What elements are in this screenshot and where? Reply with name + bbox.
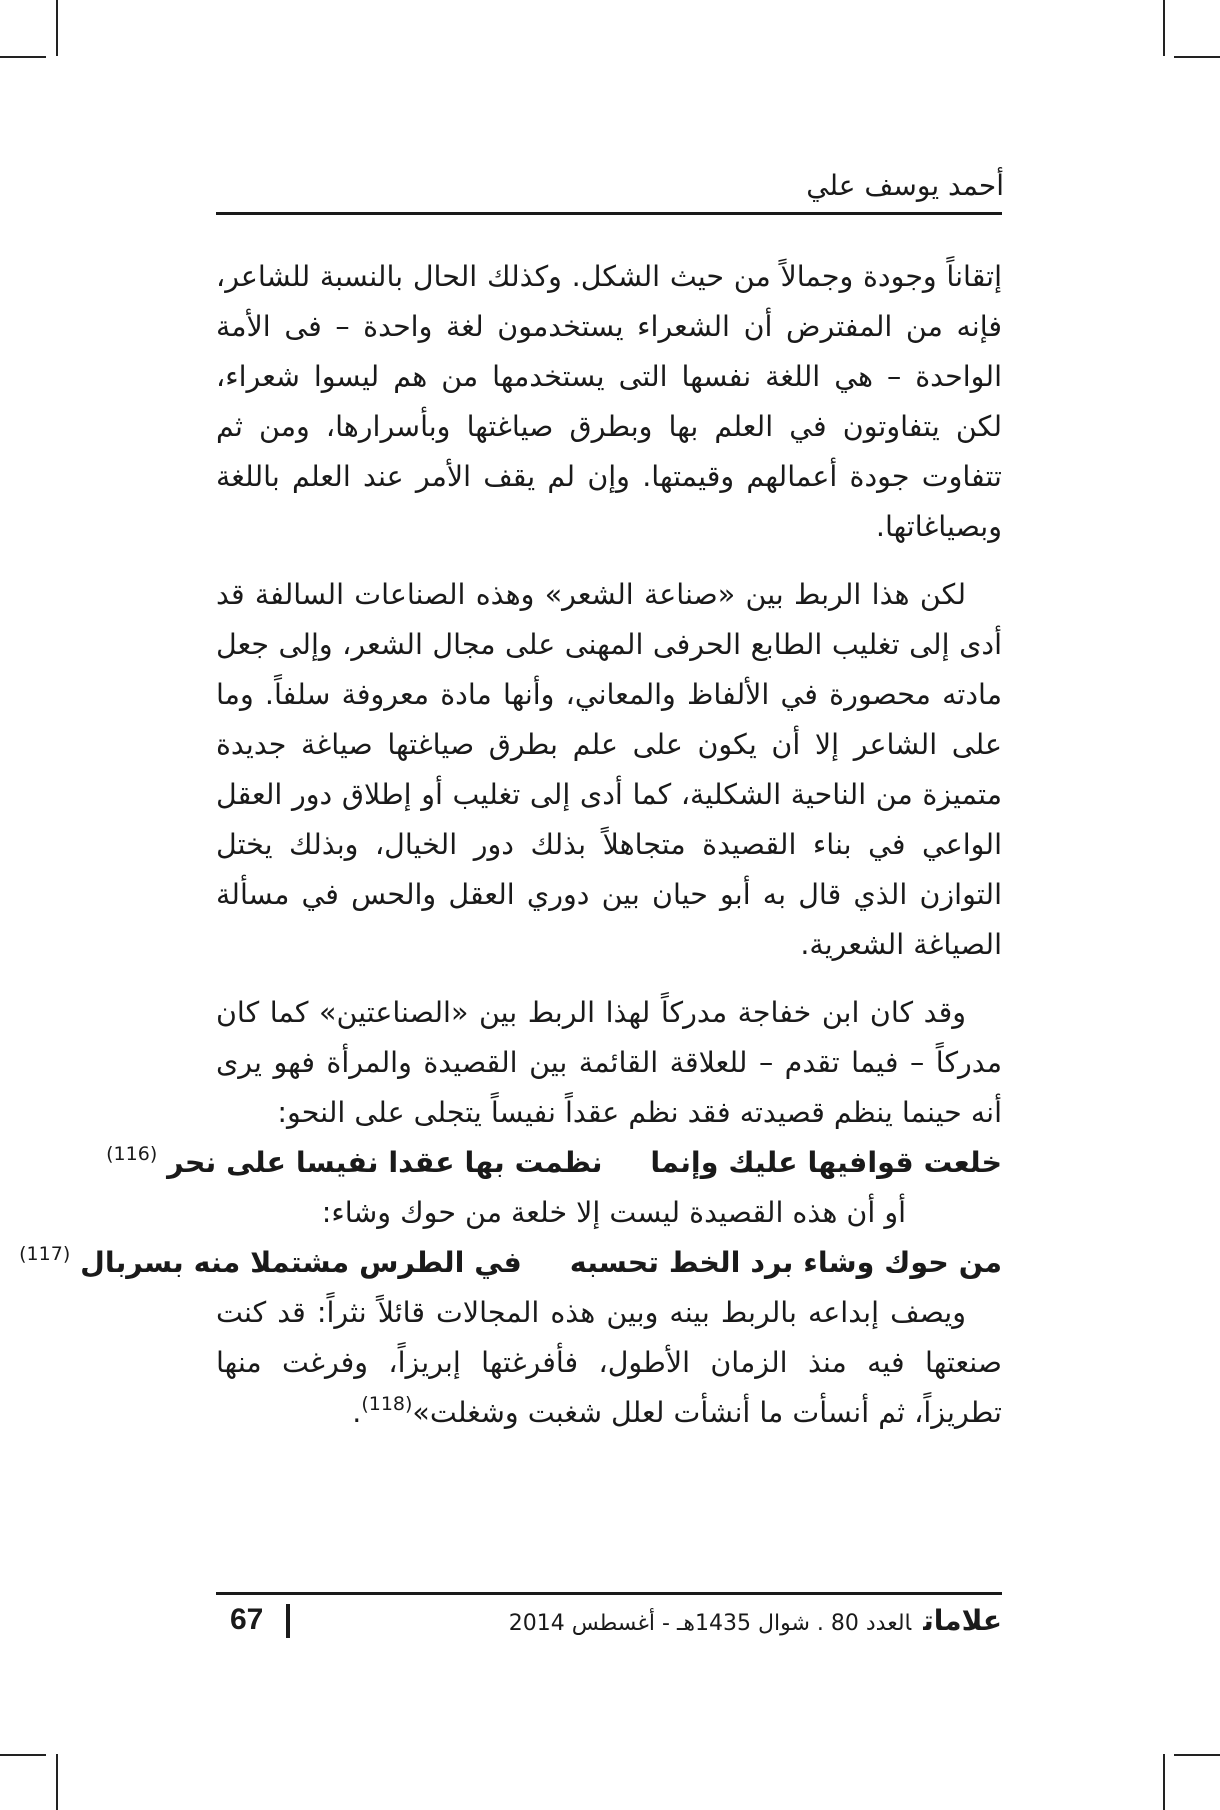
crop-mark	[0, 56, 46, 58]
page-number: 67	[230, 1603, 264, 1636]
issue-info: العدد 80 . شوال 1435هـ - أغسطس 2014	[508, 1611, 912, 1636]
paragraph	[216, 1288, 1002, 1438]
crop-mark	[0, 1754, 46, 1756]
footnote-ref: (118)	[361, 1393, 413, 1415]
header-rule	[216, 212, 1002, 215]
verse-hemistich: نظمت بها عقدا نفيسا على نحر	[167, 1146, 603, 1179]
paragraph: لكن هذا الربط بين «صناعة الشعر» وهذه الصناعات السالفة قد أدى إلى تغليب الطابع الحرفى المهنى على مجال الشعر، وإلى جعل مادته محصورة في الألفاظ والمعاني، وأنها مادة معروفة سلفاً. وما على الشاعر إلا أن يكون على علم بطرق صياغتها صياغة جديدة متميزة من الناحية الشكلية، كما أدى إلى تغليب أو إطلاق دور العقل الواعي في بناء القصيدة متجاهلاً بذلك دور الخيال، وبذلك يختل التوازن الذي قال به أبو حيان بين دوري العقل والحس في مسألة الصياغة الشعرية.	[216, 578, 1002, 961]
footnote-ref: (116)	[106, 1143, 158, 1165]
crop-mark	[56, 1754, 58, 1810]
footer-divider	[286, 1604, 290, 1638]
crop-mark	[56, 0, 58, 56]
footer-rule	[216, 1592, 1002, 1595]
crop-mark	[1174, 56, 1220, 58]
crop-mark	[1163, 1754, 1165, 1810]
journal-info	[302, 1602, 1002, 1643]
paragraph-end: .	[352, 1396, 362, 1429]
crop-mark	[1163, 0, 1165, 56]
journal-logo: علامات	[923, 1604, 1002, 1637]
verse-line	[106, 1138, 1002, 1188]
paragraph-text: ويصف إبداعه بالربط بينه وبين هذه المجالات قائلاً نثراً: قد كنت صنعتها فيه منذ الزمان الأطول، فأفرغتها إبريزاً، وفرغت منها تطريزاً، ثم أنسأت ما أنشأت لعلل شغبت وشغلت»	[216, 1296, 1002, 1429]
verse-hemistich: خلعت قوافيها عليك وإنما	[650, 1146, 1002, 1179]
page-footer	[216, 1600, 1002, 1644]
verse-hemistich: في الطرس مشتملا منه بسربال	[80, 1246, 522, 1279]
paragraph: إتقاناً وجودة وجمالاً من حيث الشكل. وكذلك الحال بالنسبة للشاعر، فإنه من المفترض أن الشعراء يستخدمون لغة واحدة – فى الأمة الواحدة – هي اللغة نفسها التى يستخدمها من هم ليسوا شعراء، لكن يتفاوتون في العلم بها وبطرق صياغتها وبأسرارها، ومن ثم تتفاوت جودة أعمالهم وقيمتها. وإن لم يقف الأمر عند العلم باللغة وبصياغاتها.	[216, 260, 1002, 543]
verse-hemistich: من حوك وشاء برد الخط تحسبه	[569, 1246, 1002, 1279]
verse-line	[19, 1238, 1002, 1288]
intro-line: أو أن هذه القصيدة ليست إلا خلعة من حوك وشاء:	[321, 1196, 906, 1229]
running-head-author: أحمد يوسف علي	[806, 169, 1004, 202]
paragraph: وقد كان ابن خفاجة مدركاً لهذا الربط بين «الصناعتين» كما كان مدركاً – فيما تقدم – للعلاقة القائمة بين القصيدة والمرأة فهو يرى أنه حينما ينظم قصيدته فقد نظم عقداً نفيساً يتجلى على النحو:	[216, 996, 1002, 1129]
article-body	[19, 252, 1002, 1438]
footnote-ref: (117)	[19, 1243, 71, 1265]
crop-mark	[1174, 1754, 1220, 1756]
